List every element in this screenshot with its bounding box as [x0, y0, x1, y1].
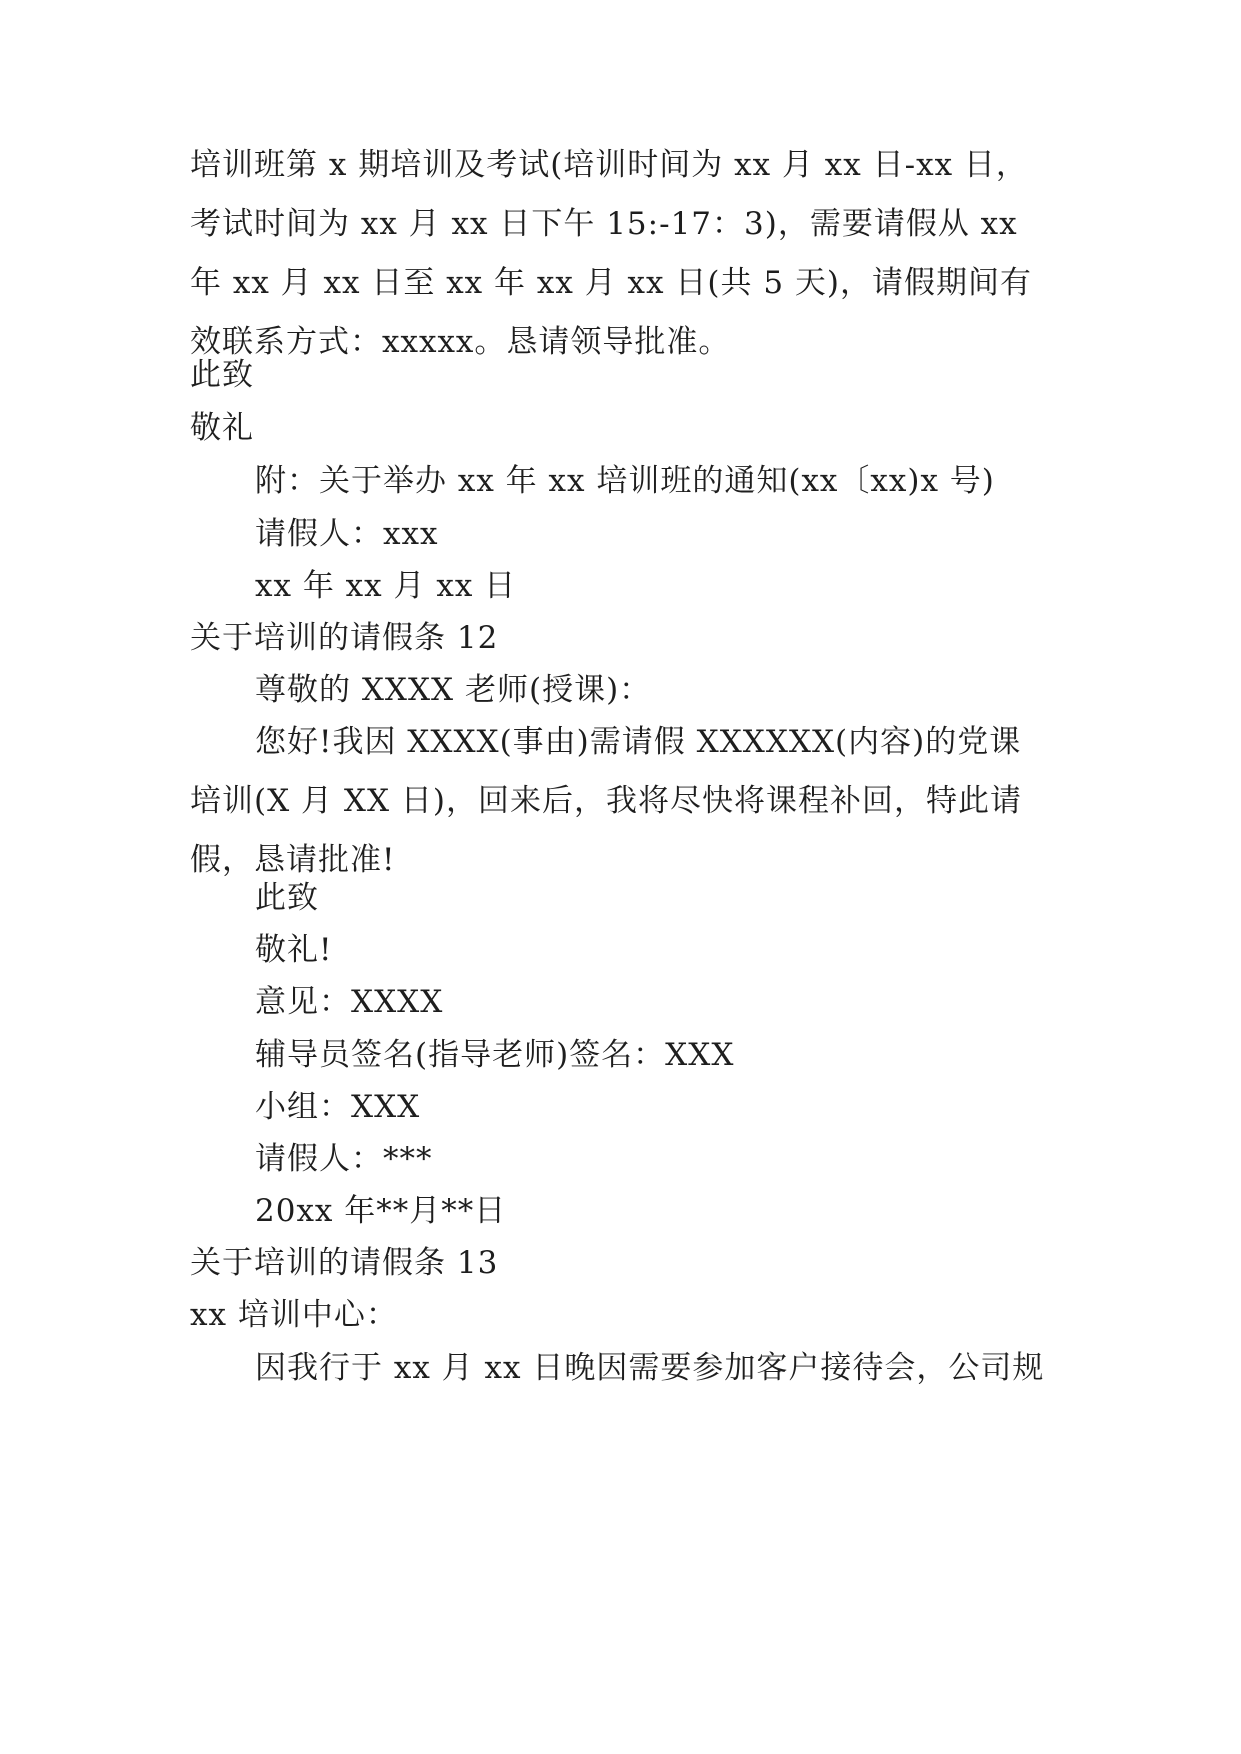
applicant-line: 请假人：xxx — [255, 516, 439, 552]
body-paragraph-13-start: 因我行于 xx 月 xx 日晚因需要参加客户接待会，公司规 — [255, 1350, 1045, 1386]
date-line: xx 年 xx 月 xx 日 — [255, 568, 517, 604]
applicant-line-12: 请假人：*** — [255, 1141, 433, 1177]
attachment-note: 附：关于举办 xx 年 xx 培训班的通知(xx〔xx)x 号) — [255, 463, 995, 499]
counselor-signature-line: 辅导员签名(指导老师)签名：XXX — [255, 1037, 735, 1073]
section-heading-12: 关于培训的请假条 12 — [190, 620, 499, 656]
salutation-13: xx 培训中心： — [190, 1297, 398, 1333]
closing-jing-li: 敬礼 — [190, 410, 254, 446]
closing-jing-li-12: 敬礼! — [255, 932, 333, 968]
closing-ci-zhi: 此致 — [190, 357, 254, 393]
request-paragraph: 培训班第 x 期培训及考试(培训时间为 xx 月 xx 日-xx 日，考试时间为 xx 月 xx 日下午 15:-17：3)，需要请假从 xx 年 xx 月 xx 日至 xx 年 xx 月 xx 日(共 5 天)，请假期间有效联系方式：xxxxx。恳请领导批准。 — [190, 147, 1032, 360]
salutation-12: 尊敬的 XXXX 老师(授课)： — [255, 672, 652, 708]
date-line-12: 20xx 年**月**日 — [255, 1193, 507, 1229]
opinion-line: 意见：XXXX — [255, 984, 444, 1020]
group-line: 小组：XXX — [255, 1089, 421, 1125]
body-paragraph-12: 您好!我因 XXXX(事由)需请假 XXXXXX(内容)的党课培训(X 月 XX 日)，回来后，我将尽快将课程补回，特此请假，恳请批准! — [190, 724, 1022, 878]
closing-ci-zhi-12: 此致 — [255, 880, 319, 916]
section-heading-13: 关于培训的请假条 13 — [190, 1245, 499, 1281]
